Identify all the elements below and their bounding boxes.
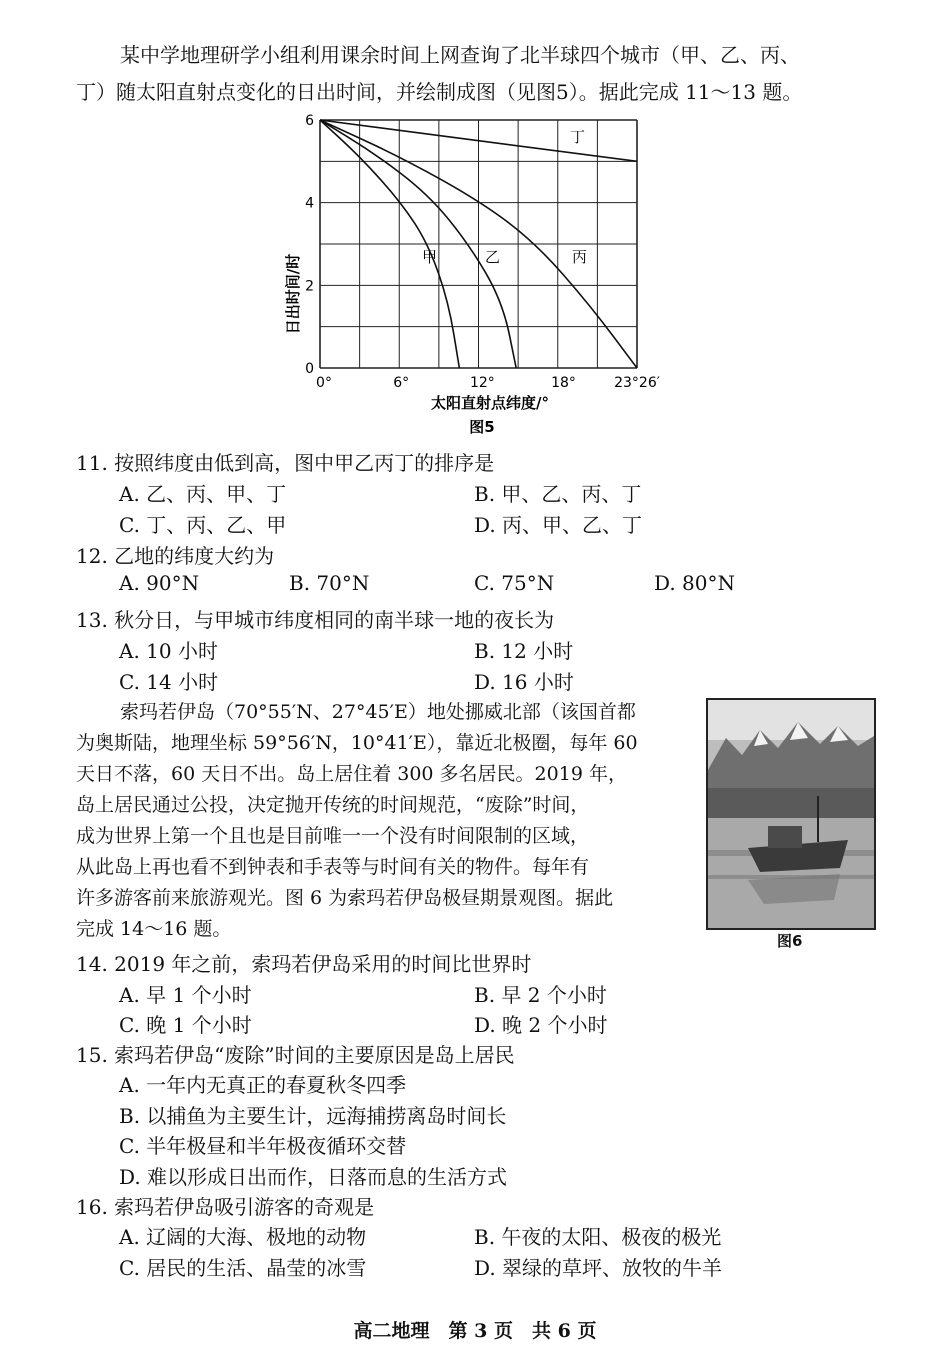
q14-option-b: B. 早 2 个小时	[474, 983, 607, 1007]
x-tick-label: 12°	[469, 375, 495, 391]
q15-option-c: C. 半年极昼和半年极夜循环交替	[119, 1134, 407, 1158]
q13-option-b: B. 12 小时	[474, 639, 574, 663]
figure-5-chart	[270, 108, 690, 443]
q11-option-b: B. 甲、乙、丙、丁	[474, 482, 642, 506]
figure-6-photo	[706, 698, 876, 930]
q16-option-b: B. 午夜的太阳、极夜的极光	[474, 1225, 722, 1249]
q15-stem: 15. 索玛若伊岛“废除”时间的主要原因是岛上居民	[76, 1043, 515, 1067]
figure-6-caption: 图6	[777, 932, 803, 950]
q14-option-d: D. 晚 2 个小时	[474, 1013, 608, 1037]
q15-option-a: A. 一年内无真正的春夏秋冬四季	[119, 1073, 407, 1097]
x-axis-label: 太阳直射点纬度/°	[431, 394, 549, 412]
x-tick-label: 0°	[316, 375, 332, 391]
y-tick-label: 2	[305, 278, 314, 295]
q15-option-d: D. 难以形成日出而作，日落而息的生活方式	[119, 1165, 508, 1189]
q16-option-a: A. 辽阔的大海、极地的动物	[119, 1225, 367, 1249]
curve-label-yi: 乙	[485, 248, 501, 266]
q12-option-d: D. 80°N	[654, 571, 735, 595]
curve-label-bing: 丙	[572, 248, 588, 266]
passage-line-8: 完成 14～16 题。	[76, 918, 232, 940]
x-tick-label: 23°26′	[614, 375, 660, 391]
page-footer: 高二地理 第 3 页 共 6 页	[353, 1320, 597, 1342]
curve-label-jia: 甲	[422, 248, 438, 266]
y-axis-label: 日出时间/时	[284, 253, 302, 335]
q14-option-a: A. 早 1 个小时	[119, 983, 252, 1007]
landscape-illustration	[708, 700, 874, 928]
q12-option-a: A. 90°N	[119, 571, 200, 595]
q14-option-c: C. 晚 1 个小时	[119, 1013, 252, 1037]
y-tick-label: 6	[305, 113, 314, 129]
passage-line-4: 岛上居民通过公投，决定抛开传统的时间规范，“废除”时间，	[76, 794, 590, 816]
q11-option-c: C. 丁、丙、乙、甲	[119, 513, 287, 537]
q12-stem: 12. 乙地的纬度大约为	[76, 544, 275, 568]
passage-line-5: 成为世界上第一个且也是目前唯一一个没有时间限制的区域，	[76, 825, 590, 847]
passage-line-3: 天日不落，60 天日不出。岛上居住着 300 多名居民。2019 年，	[76, 763, 627, 785]
curve-label-ding: 丁	[570, 128, 586, 146]
passage-line-6: 从此岛上再也看不到钟表和手表等与时间有关的物件。每年有	[76, 856, 590, 878]
q13-option-d: D. 16 小时	[474, 670, 574, 694]
q13-stem: 13. 秋分日，与甲城市纬度相同的南半球一地的夜长为	[76, 608, 555, 632]
q13-option-c: C. 14 小时	[119, 670, 219, 694]
q12-option-c: C. 75°N	[474, 571, 555, 595]
q11-option-d: D. 丙、甲、乙、丁	[474, 513, 643, 537]
y-tick-label: 4	[305, 195, 314, 212]
q16-option-d: D. 翠绿的草坪、放牧的牛羊	[474, 1256, 723, 1280]
figure-5-caption: 图5	[469, 418, 495, 436]
q13-option-a: A. 10 小时	[119, 639, 218, 663]
q16-option-c: C. 居民的生活、晶莹的冰雪	[119, 1256, 367, 1280]
q14-stem: 14. 2019 年之前，索玛若伊岛采用的时间比世界时	[76, 952, 532, 976]
q11-stem: 11. 按照纬度由低到高，图中甲乙丙丁的排序是	[76, 451, 495, 475]
x-tick-label: 18°	[551, 375, 576, 391]
passage-line-2: 为奥斯陆，地理坐标 59°56′N，10°41′E），靠近北极圈，每年 60	[76, 732, 638, 754]
x-tick-label: 6°	[393, 375, 410, 391]
y-tick-label: 0	[305, 361, 314, 377]
q16-stem: 16. 索玛若伊岛吸引游客的奇观是	[76, 1195, 375, 1219]
q11-option-a: A. 乙、丙、甲、丁	[119, 482, 287, 506]
intro-line-1: 某中学地理研学小组利用课余时间上网查询了北半球四个城市（甲、乙、丙、	[120, 43, 800, 67]
chart-ticks	[305, 113, 660, 391]
q15-option-b: B. 以捕鱼为主要生计，远海捕捞离岛时间长	[119, 1104, 507, 1128]
q12-option-b: B. 70°N	[289, 571, 370, 595]
passage-line-1: 索玛若伊岛（70°55′N、27°45′E）地处挪威北部（该国首都	[120, 701, 636, 723]
passage-line-7: 许多游客前来旅游观光。图 6 为索玛若伊岛极昼期景观图。据此	[76, 887, 614, 909]
chart-grid	[320, 120, 637, 368]
intro-line-2: 丁）随太阳直射点变化的日出时间，并绘制成图（见图5）。据此完成 11～13 题。	[76, 80, 803, 104]
